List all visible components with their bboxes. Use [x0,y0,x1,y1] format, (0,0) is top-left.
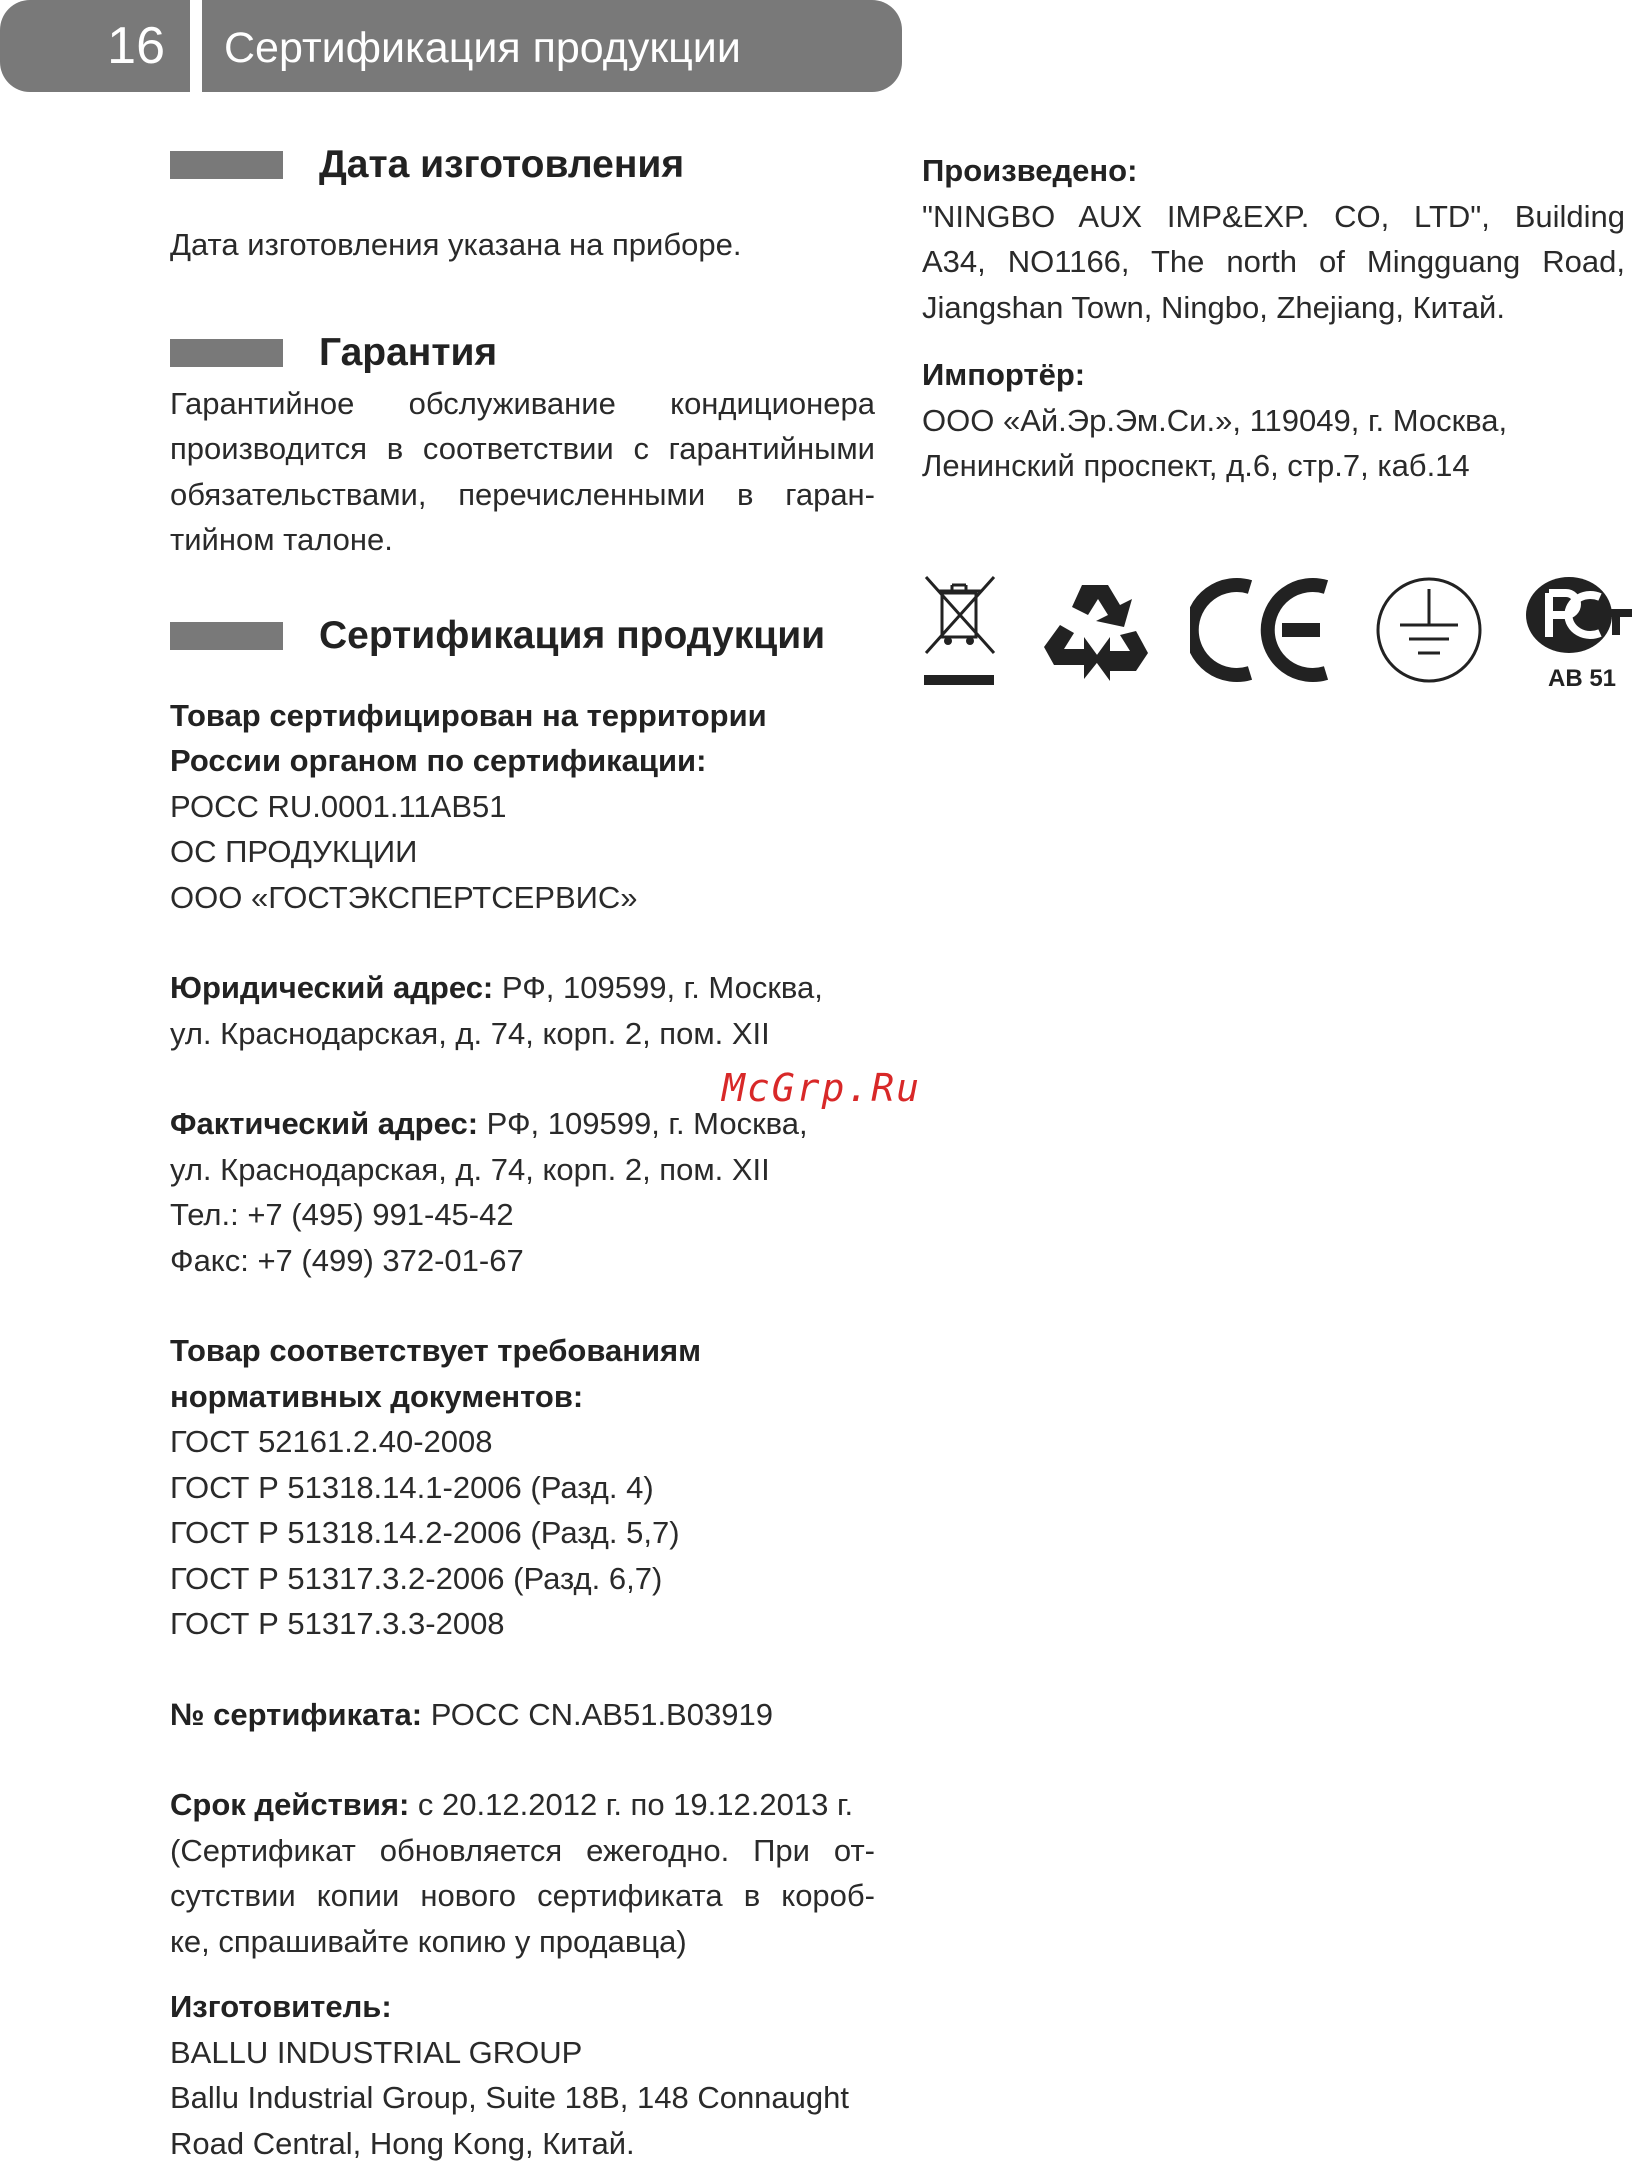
cert-body-title: Товар сертифицирован на территории [170,697,767,733]
norms-title: Товар соответствует требованиям [170,1333,702,1368]
fax: Факс: +7 (499) 372-01-67 [170,1242,524,1278]
page-title: Сертификация продукции [202,0,902,92]
weee-crossed-bin-icon [922,575,998,690]
actual-address-line: ул. Краснодарская, д. 74, корп. 2, пом. XII [170,1151,770,1187]
heading-bar [170,151,283,179]
ground-earth-icon [1374,575,1484,685]
cert-body-line: ОС ПРОДУКЦИИ [170,834,418,869]
manufacture-date-text: Дата изготовления указана на приборе. [170,227,742,262]
norm-item: ГОСТ Р 51318.14.1-2006 (Разд. 4) [170,1469,654,1505]
ce-mark-icon [1190,575,1330,685]
legal-address-label: Юридический адрес: [170,970,494,1005]
produced-line: A34, NO1166, The north of Mingguang Road, [922,244,1625,279]
page-number: 16 [0,0,190,92]
certificate-number [170,1692,875,1738]
legal-address-value: РФ, 109599, г. Москва, [493,970,823,1005]
rst-code: AB 51 [1548,665,1617,692]
manufacturer-line: Ballu Industrial Group, Suite 18B, 148 Connaught [170,2080,850,2115]
norm-item: ГОСТ Р 51317.3.3-2008 [170,1606,505,1641]
section-heading-warranty [170,325,875,381]
warranty-line: тийном талоне. [170,522,393,557]
validity-note: сутствии копии нового сертификата в короб- [170,1878,875,1913]
certificate-number-label: № сертификата: [170,1696,423,1732]
legal-address-line: ул. Краснодарская, д. 74, корп. 2, пом. XII [170,1015,770,1051]
validity-label: Срок действия: [170,1787,410,1822]
produced-line: "NINGBO AUX IMP&EXP. CO, LTD", Building [922,198,1625,234]
legal-address [170,965,875,1011]
produced-label: Произведено: [922,153,1138,188]
warranty-line: обязательствами, перечисленными в гаран- [170,476,875,512]
section-heading-manufacture-date [170,130,875,200]
validity [170,1782,875,1828]
manufacturer-line: Road Central, Hong Kong, Китай. [170,2125,635,2161]
importer-line: Ленинский проспект, д.6, стр.7, каб.14 [922,448,1470,483]
importer-line: ООО «Ай.Эр.Эм.Си.», 119049, г. Москва, [922,402,1508,438]
recycle-icon [1040,575,1150,685]
heading-text: Гарантия [319,330,498,374]
validity-note: ке, спрашивайте копию у продавца) [170,1923,687,1959]
certificate-number-value: РОСС CN.AB51.B03919 [422,1696,773,1732]
right-column [922,148,1625,489]
rst-mark-icon [1524,575,1632,655]
warranty-line: Гарантийное обслуживание кондиционера [170,385,875,421]
heading-bar [170,339,283,367]
norm-item: ГОСТ 52161.2.40-2008 [170,1424,493,1459]
warranty-text [170,381,875,563]
phone: Тел.: +7 (495) 991-45-42 [170,1197,514,1232]
section-heading-certification [170,601,875,671]
watermark: McGrp.Ru [722,1066,922,1110]
heading-text: Сертификация продукции [319,613,826,657]
validity-note: (Сертификат обновляется ежегодно. При от- [170,1832,875,1868]
heading-text: Дата изготовления [319,143,685,187]
manufacturer-label: Изготовитель: [170,1989,392,2024]
cert-body-line: ООО «ГОСТЭКСПЕРТСЕРВИС» [170,879,638,915]
produced-line: Jiangshan Town, Ningbo, Zhejiang, Китай. [922,289,1505,325]
manufacturer-line: BALLU INDUSTRIAL GROUP [170,2034,583,2070]
cert-body-title: России органом по сертификации: [170,743,707,778]
norm-item: ГОСТ Р 51318.14.2-2006 (Разд. 5,7) [170,1515,680,1550]
cert-body-line: РОСС RU.0001.11АВ51 [170,788,507,824]
importer-label: Импортёр: [922,357,1086,392]
certification-icons [922,575,1632,695]
left-column [170,130,875,2166]
actual-address-value: РФ, 109599, г. Москва, [478,1106,808,1141]
validity-value: с 20.12.2012 г. по 19.12.2013 г. [409,1787,854,1822]
norm-item: ГОСТ Р 51317.3.2-2006 (Разд. 6,7) [170,1560,663,1596]
warranty-line: производится в соответствии с гарантийными [170,431,875,466]
heading-bar [170,622,283,650]
norms-title: нормативных документов: [170,1378,584,1414]
actual-address-label: Фактический адрес: [170,1106,479,1141]
